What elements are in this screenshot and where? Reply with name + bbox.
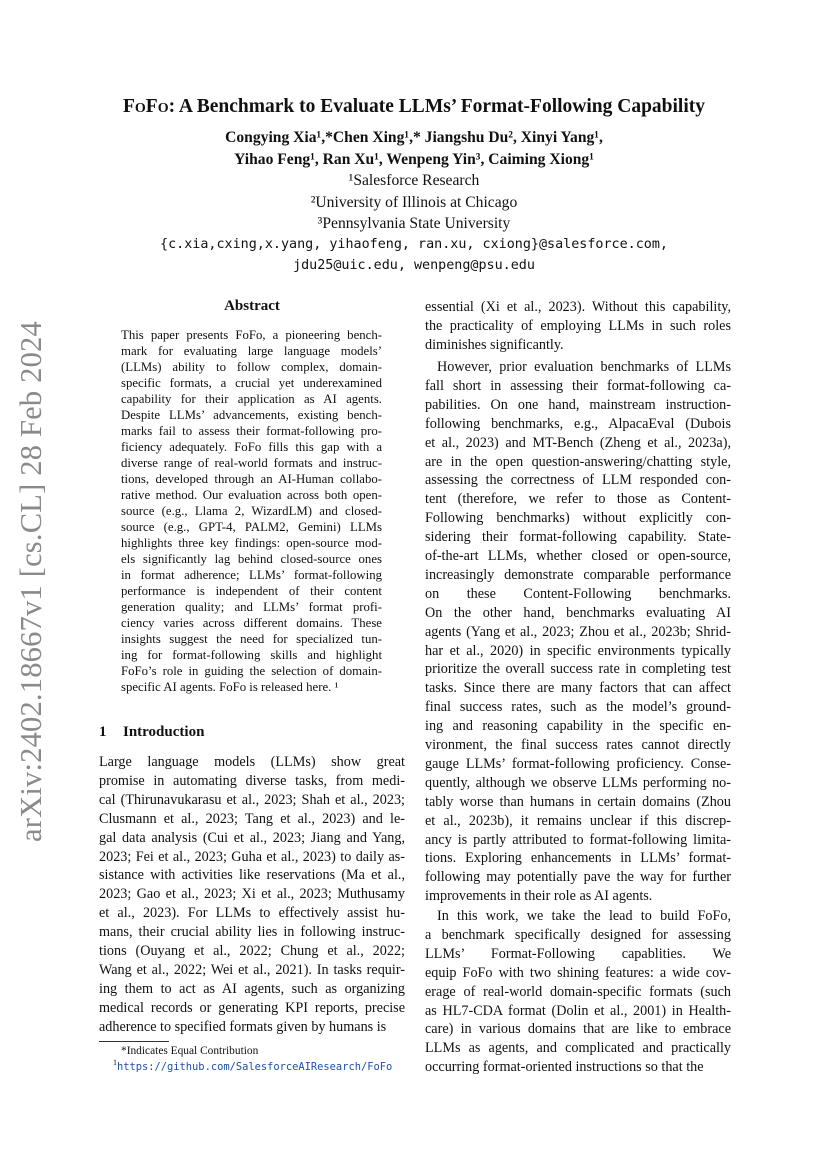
text-line: 2023; Fei et al., 2023; Guha et al., 2023) to daily as- <box>99 848 405 865</box>
text-line: quently, although we observe LLMs performing no- <box>425 774 731 791</box>
section-title: Introduction <box>123 724 205 740</box>
text-line: et al., 2023) and MT-Bench (Zheng et al., 2023a), <box>425 434 731 451</box>
text-line: els significantly lag behind closed-source ones <box>121 552 382 566</box>
abstract-heading: Abstract <box>224 298 280 314</box>
text-line: tions. Exploring enhancements in LLMs’ format- <box>425 850 731 867</box>
authors-line-1: Congying Xia¹,*Chen Xing¹,* Jiangshu Du², Xinyi Yang¹, <box>225 129 603 146</box>
footnote-marker: 1 <box>113 1058 117 1068</box>
text-line: Despite LLMs’ advancements, existing bench- <box>121 408 382 422</box>
text-line: equip FoFo with two shining features: a wide cov- <box>425 964 731 981</box>
paper-title <box>0 96 828 118</box>
text-line: rative method. Our evaluation across both open- <box>121 488 382 502</box>
text-line: sidering their format-following capability. State- <box>425 529 731 546</box>
text-line: source (e.g., Llama 2, WizardLM) and closed- <box>121 504 382 518</box>
text-line: assessing the correctness of LLM responded con- <box>425 472 731 489</box>
text-line: LLMs’ Format-Following capablities. We <box>425 945 731 962</box>
text-line: care) in various domains that are like to embrace <box>425 1021 731 1038</box>
text-line: improvements in their role as AI agents. <box>425 888 653 905</box>
text-line: LLMs as agents, and complicated and practically <box>425 1040 731 1057</box>
text-line: tions, developed through an AI-Human collabo- <box>121 472 382 486</box>
footnote-equal-contribution: *Indicates Equal Contribution <box>121 1045 259 1057</box>
emails-line-2: jdu25@uic.edu, wenpeng@psu.edu <box>293 258 535 273</box>
emails-line-1: {c.xia,cxing,x.yang, yihaofeng, ran.xu, cxiong}@salesforce.com, <box>160 237 668 252</box>
text-line: essential (Xi et al., 2023). Without this capability, <box>425 299 731 315</box>
text-line: performance is independent of their content <box>121 584 382 598</box>
text-line: increasingly demonstrate comparable performance <box>425 566 731 583</box>
text-line: final success rates, such as the model’s ground- <box>425 699 731 716</box>
text-line: specific formats, a crucial yet underexamined <box>121 376 382 390</box>
title-fofo: FoFo <box>122 96 169 117</box>
footnote-github-link[interactable]: https://github.com/SalesforceAIResearch/FoFo <box>116 1061 393 1073</box>
text-line: ing and reasoning capability in the specific en- <box>425 718 731 735</box>
text-line: However, prior evaluation benchmarks of LLMs <box>437 359 731 375</box>
section-number: 1 <box>99 724 107 740</box>
text-line: et al., 2023b), it remains unclear if this discrep- <box>425 812 731 829</box>
text-line: cal (Thirunavukarasu et al., 2023; Shah et al., 2023; <box>99 791 405 808</box>
text-line: following may potentially pave the way for further <box>425 869 731 886</box>
affiliation-psu: ³Pennsylvania State University <box>317 215 511 232</box>
text-line: ciency varies across different domains. These <box>121 616 382 630</box>
text-line: gal data analysis (Cui et al., 2023; Jiang and Yang, <box>99 829 405 846</box>
text-line: 2023; Gao et al., 2023; Xi et al., 2023; Muthusamy <box>99 886 405 903</box>
text-line: Large language models (LLMs) show great <box>99 754 405 770</box>
text-line: following benchmarks, e.g., AlpacaEval (Dubois <box>425 415 731 432</box>
text-line: capability for their application as AI agents. <box>121 392 382 406</box>
text-line: FoFo’s role in guiding the selection of domain- <box>121 664 382 678</box>
text-line: specific AI agents. FoFo is released here. ¹ <box>121 680 339 694</box>
text-line: the practicality of employing LLMs in such roles <box>425 317 731 334</box>
text-line: vironment, the final success rates cannot directly <box>425 737 731 753</box>
arxiv-id-text: arXiv:2402.18667v1 [cs.CL] 28 Feb 2024 <box>14 321 48 842</box>
affiliation-uic: ²University of Illinois at Chicago <box>310 194 518 211</box>
text-line: a benchmark specifically designed for assessing <box>425 926 731 943</box>
text-line: ficiency adequately. FoFo fills this gap with a <box>121 440 382 454</box>
text-line: mark for evaluating large language models’ <box>121 344 382 358</box>
section-heading-introduction <box>99 724 204 741</box>
text-line: har et al., 2020) in specific environments typically <box>425 642 731 659</box>
text-line: of-the-art LLMs, whether closed or open-source, <box>425 548 731 564</box>
text-line: tent (therefore, we refer to those as Content- <box>425 491 731 508</box>
text-line: mans, their crucial ability lies in following instruc- <box>99 924 405 941</box>
text-line: source (e.g., GPT-4, PALM2, Gemini) LLMs <box>121 520 382 534</box>
text-line: adherence to specified formats given by humans is <box>99 1018 387 1035</box>
text-line: insights suggest the need for specialized tun- <box>121 632 382 646</box>
text-line: ing them to act as AI agents, such as organizing <box>99 980 405 997</box>
text-line: marks fail to assess their format-following pro- <box>121 424 382 438</box>
text-line: ancy is partly attributed to format-following limita- <box>425 831 731 848</box>
text-line: promise in automating diverse tasks, from medi- <box>99 772 405 789</box>
text-line: tasks. Since there are many factors that can affect <box>425 680 731 697</box>
text-line: diverse range of real-world formats and instruc- <box>121 456 382 470</box>
text-line: ing for format-following skills and highlight <box>121 648 382 662</box>
text-line: on these Content-Following benchmarks. <box>425 585 731 602</box>
text-line: medical records or generating KPI reports, precise <box>99 999 405 1016</box>
footnote-rule <box>99 1041 169 1042</box>
text-line: Following benchmarks) without explicitly con- <box>425 510 731 527</box>
affiliation-salesforce: ¹Salesforce Research <box>348 172 480 189</box>
text-line: prioritize the overall success rate in completing test <box>425 661 731 678</box>
authors-line-2: Yihao Feng¹, Ran Xu¹, Wenpeng Yin³, Caiming Xiong¹ <box>234 151 594 168</box>
text-line: highlights three key findings: open-source mod- <box>121 536 382 550</box>
text-line: diminishes significantly. <box>425 336 564 353</box>
text-line: erage of real-world domain-specific formats (such <box>425 983 731 1000</box>
footnote-url <box>113 1058 393 1073</box>
text-line: On the other hand, benchmarks evaluating AI <box>425 604 731 621</box>
text-line: et al., 2023). For LLMs to effectively assist hu- <box>99 905 405 922</box>
text-line: generation quality; and LLMs’ format profi- <box>121 600 382 614</box>
text-line: agents (Yang et al., 2023; Zhou et al., 2023b; Shrid- <box>425 623 731 640</box>
text-line: occurring format-oriented instructions so that the <box>425 1059 704 1076</box>
text-line: sistance with activities like reservations (Ma et al., <box>99 867 405 884</box>
text-line: tably worse than humans in certain domains (Zhou <box>425 793 731 810</box>
text-line: Wang et al., 2022; Wei et al., 2021). In tasks requir- <box>99 961 405 978</box>
text-line: as HL7-CDA format (Dolin et al., 2001) in Health- <box>425 1002 731 1019</box>
text-line: tions (Ouyang et al., 2022; Chung et al., 2022; <box>99 943 405 959</box>
title-rest: : A Benchmark to Evaluate LLMs’ Format-Following Capability <box>168 96 706 117</box>
text-line: This paper presents FoFo, a pioneering bench- <box>121 328 382 342</box>
text-line: Clusmann et al., 2023; Tang et al., 2023) and le- <box>99 810 405 827</box>
text-line: are in the open question-answering/chatting style, <box>425 453 731 470</box>
text-line: fall short in assessing their format-following ca- <box>425 377 731 394</box>
text-line: in format adherence; LLMs’ format-following <box>121 568 382 582</box>
text-line: (LLMs) ability to follow complex, domain- <box>121 360 382 374</box>
text-line: In this work, we take the lead to build FoFo, <box>437 908 731 924</box>
text-line: gauge LLMs’ format-following proficiency. Conse- <box>425 755 731 772</box>
text-line: pabilities. On one hand, mainstream instruction- <box>425 396 731 413</box>
